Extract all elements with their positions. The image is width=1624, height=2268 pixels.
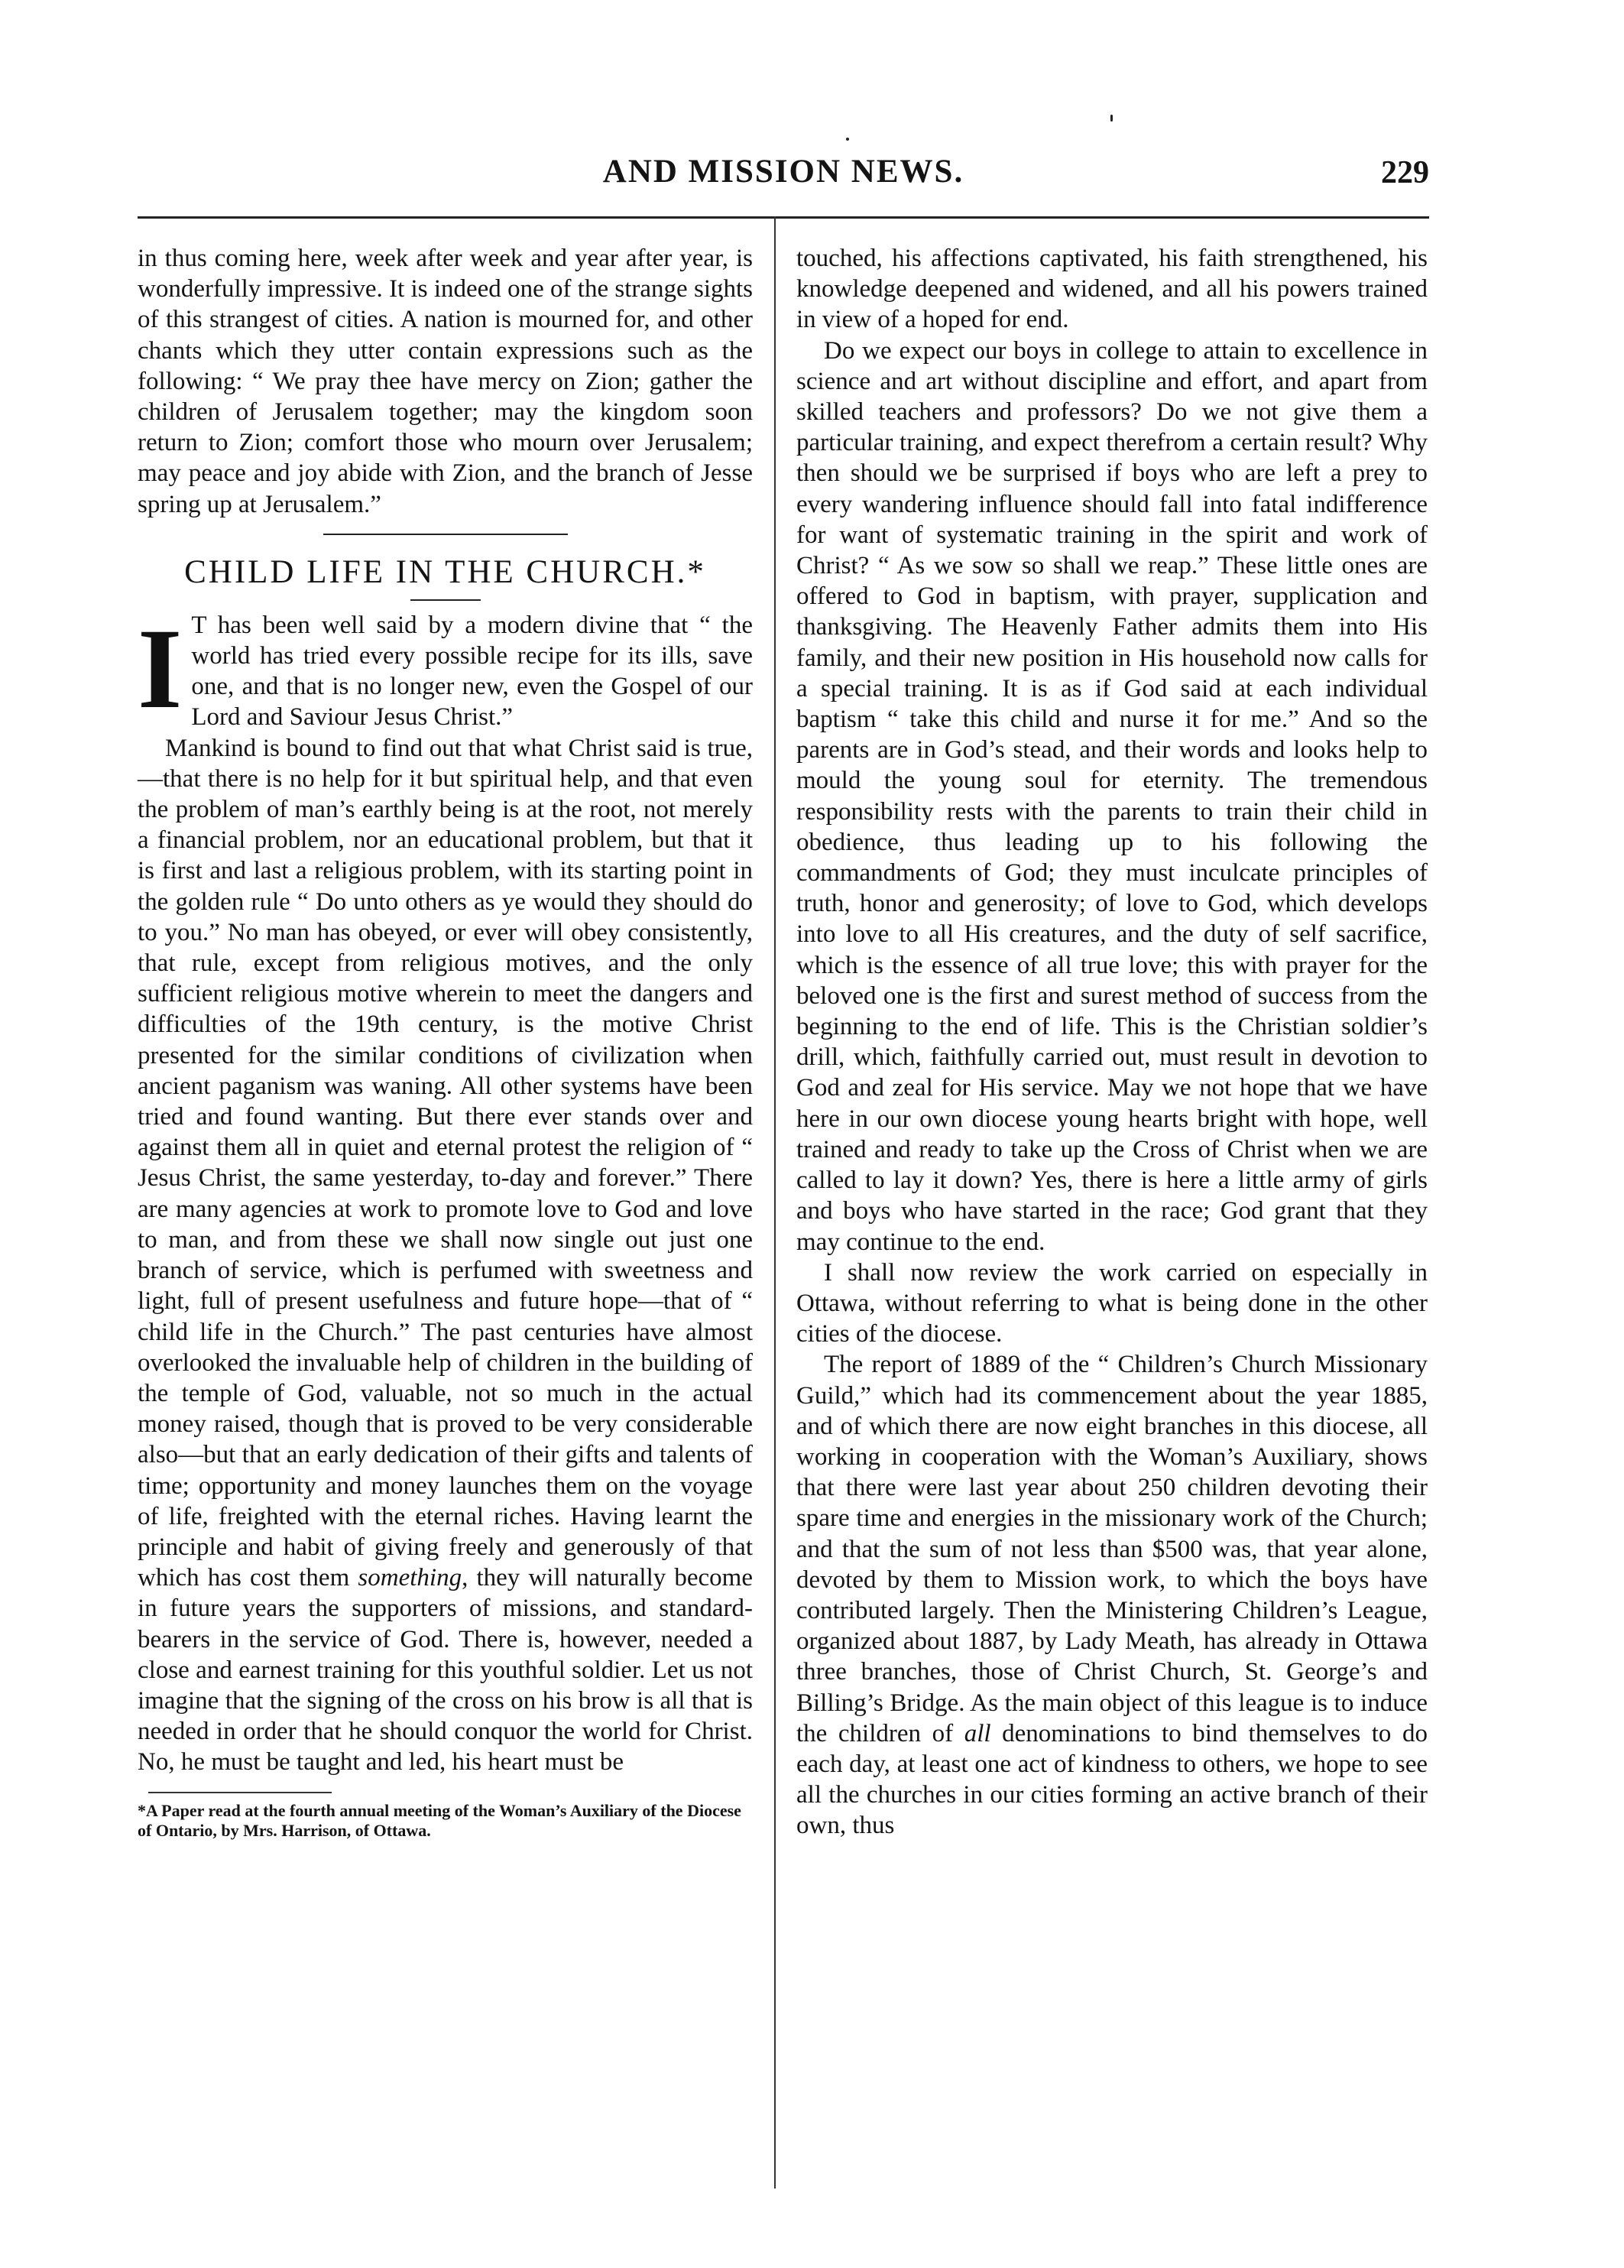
right-column	[796, 243, 1428, 1841]
article-title: CHILD LIFE IN THE CHURCH.*	[184, 553, 706, 590]
continued-paragraph: in thus coming here, week after week and year after year, is wonderfully impressive. It is indeed one of the strange sights of this strangest of cities. A nation is mourned for, and other chants which they utter contain expressions such as the following: “ We pray thee have mercy on Zion; gather the children of Jerusalem together; may the kingdom soon return to Zion; comfort those who mourn over Jerusalem; may peace and joy abide with Zion, and the branch of Jesse spring up at Jerusalem.”	[138, 245, 753, 518]
print-speck	[1110, 115, 1113, 122]
body-paragraph	[138, 733, 753, 1778]
footnote: *A Paper read at the fourth annual meeting of the Woman’s Auxiliary of the Diocese of Ontario, by Mrs. Harrison, of Ottawa.	[138, 1800, 741, 1840]
section-divider	[323, 534, 568, 535]
paragraph-text: Mankind is bound to find out that what Christ said is true,—that there is no help for it but spiritual help, and that even the problem of man’s earthly being is at the root, not merely a financial problem, nor an educational problem, but that it is first and last a religious problem, with its starting point in the golden rule “ Do unto others as ye would they should do to you.” No man has obeyed, or ever will obey consistently, that rule, except from religious motives, and the only sufficient religious motive wherein to meet the dangers and difficulties of the 19th century, is the motive Christ presented for the similar conditions of civilization when ancient paganism was waning. All other systems have been tried and found wanting. But there ever stands over and against them all in quiet and eternal protest the religion of “ Jesus Christ, the same yesterday, to-day and forever.” There are many agencies at work to promote love to God and love to man, and from these we shall now single out just one branch of service, which is perfumed with sweetness and light, full of present usefulness and future hope—that of “ child life in the Church.” The past centuries have almost overlooked the invaluable help of children in the building of the temple of God, valuable, not so much in the actual money raised, though that is proved to be very considerable also—but that an early dedication of their gifts and talents of time; opportunity and money launches them on the voyage of life, freighted with the eternal riches. Having learnt the principle and habit of giving freely and generously of that which has cost them	[138, 734, 753, 1592]
column-divider	[774, 216, 776, 2189]
opening-paragraph	[138, 605, 753, 733]
body-paragraph: I shall now review the work carried on especially in Ottawa, without referring to what is being done in the other cities of the diocese.	[796, 1258, 1428, 1348]
drop-cap: I	[138, 605, 183, 732]
body-paragraph	[796, 1349, 1428, 1841]
paragraph-text-end: , they will naturally become in future years the supporters of missions, and standard-bearers in the service of God. There is, however, needed a close and earnest training for this youthful soldier. Let us not imagine that the signing of the cross on his brow is all that is needed in order that he should conquor the world for Christ. No, he must be taught and led, his heart must be	[138, 1564, 753, 1776]
page-header	[138, 153, 1429, 206]
print-speck	[846, 138, 849, 141]
header-rule	[138, 216, 1429, 219]
emphasis-text: something	[358, 1564, 462, 1592]
left-column	[138, 243, 753, 1841]
paragraph-text: The report of 1889 of the “ Children’s Church Missionary Guild,” which had its commencement about the year 1885, and of which there are now eight branches in this diocese, all working in cooperation with the Woman’s Auxiliary, shows that there were last year about 250 children devoting their spare time and energies in the missionary work of the Church; and that the sum of not less than $500 was, that year alone, devoted by them to Mission work, to which the boys have contributed largely. Then the Ministering Children’s League, organized about 1887, by Lady Meath, has already in Ottawa three branches, those of Christ Church, St. George’s and Billing’s Bridge. As the main object of this league is to induce the children of	[796, 1351, 1428, 1747]
title-underline	[410, 599, 481, 601]
paragraph-text-end: denominations to bind themselves to do each day, at least one act of kindness to others, we hope to see all the churches in our cities forming an active branch of their own, thus	[796, 1719, 1428, 1840]
footnote-rule	[148, 1792, 332, 1793]
page-number: 229	[1381, 155, 1429, 190]
continued-paragraph: touched, his affections captivated, his faith strengthened, his knowledge deepened and widened, and all his powers trained in view of a hoped for end.	[796, 245, 1428, 334]
body-paragraph: Do we expect our boys in college to attain to excellence in science and art without discipline and effort, and apart from skilled teachers and professors? Do we not give them a particular training, and expect therefrom a certain result? Why then should we be surprised if boys who are left a prey to every wandering influence should fall into fatal indifference for want of systematic training in the spirit and work of Christ? “ As we sow so shall we reap.” These little ones are offered to God in baptism, with prayer, supplication and thanksgiving. The Heavenly Father admits them into His family, and their new position in His household now calls for a special training. It is as if God said at each individual baptism “ take this child and nurse it for me.” And so the parents are in God’s stead, and their words and looks help to mould the young soul for eternity. The tremendous responsibility rests with the parents to train their child in obedience, thus leading up to his following the commandments of God; they must inculcate principles of truth, honor and generosity; of love to God, which develops into love to all His creatures, and the duty of self sacrifice, which is the essence of all true love; this with prayer for the beloved one is the first and surest method of success from the beginning to the end of life. This is the Christian soldier’s drill, which, faithfully carried out, must result in devotion to God and zeal for His service. May we not hope that we have here in our own diocese young hearts bright with hope, well trained and ready to take up the Cross of Christ when we are called to lay it down? Yes, there is here a little army of girls and boys who have started in the race; God grant that they may continue to the end.	[796, 336, 1428, 1256]
opening-text: T has been well said by a modern divine that “ the world has tried every possible recipe for its ills, save one, and that is no longer new, even the Gospel of our Lord and Saviour Jesus Christ.”	[191, 611, 753, 732]
running-head: AND MISSION NEWS.	[602, 154, 964, 190]
emphasis-text: all	[964, 1719, 991, 1747]
